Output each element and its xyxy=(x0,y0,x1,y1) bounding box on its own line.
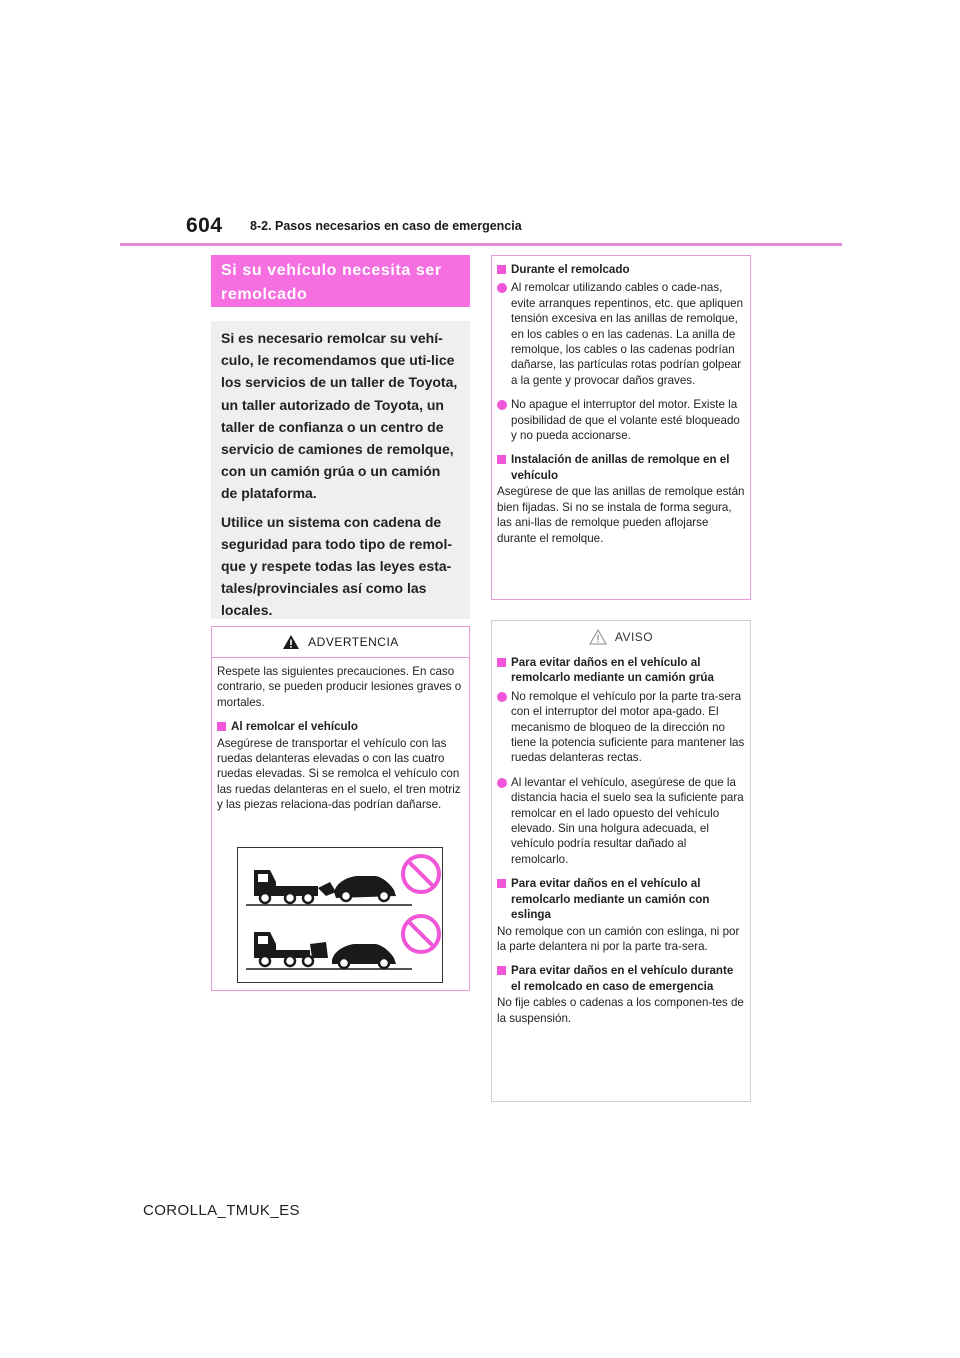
warning-lead: Respete las siguientes precauciones. En caso contrario, se pueden producir lesiones graves o mortales. xyxy=(217,665,462,709)
circle-bullet-icon xyxy=(497,400,507,410)
square-bullet-icon xyxy=(497,658,506,667)
warning-continued-panel xyxy=(491,255,751,600)
warning-heading: Durante el remolcado xyxy=(497,262,745,277)
warning-icon xyxy=(282,634,300,650)
square-bullet-icon xyxy=(497,879,506,888)
notice-text: No fije cables o cadenas a los componen-tes de la suspensión. xyxy=(497,996,744,1025)
square-bullet-icon xyxy=(497,265,506,274)
header-divider xyxy=(120,243,842,246)
notice-icon xyxy=(589,629,607,645)
warning-header xyxy=(212,627,469,658)
bullet-item: No apague el interruptor del motor. Existe la posibilidad de que el volante esté bloqueado y no pueda accionarse. xyxy=(497,397,745,443)
square-bullet-icon xyxy=(497,966,506,975)
warning-text: Asegúrese de transportar el vehículo con las ruedas delanteras elevadas o con las cuatro ruedas elevadas. Si se remolca el vehículo con las ruedas delanteras en el suelo, el tren motriz y las piezas relaciona-das podrían dañarse. xyxy=(217,736,461,812)
towing-illustration xyxy=(237,847,443,983)
bullet-item: Al remolcar utilizando cables o cade-nas, evite arranques repentinos, etc. que apliquen tensión excesiva en las anillas de remolque, en los cables o en las cadenas. La anilla de remolque, los cables o las cadenas podrían dañarse, las partículas rotas podrían golpear a la gente y provocar daños graves. xyxy=(497,280,745,388)
square-bullet-icon xyxy=(217,722,226,731)
intro-box xyxy=(211,321,470,619)
circle-bullet-icon xyxy=(497,283,507,293)
notice-header xyxy=(492,621,750,653)
circle-bullet-icon xyxy=(497,692,507,702)
tow-truck-prohibited-icon xyxy=(238,848,442,982)
notice-heading: Para evitar daños en el vehículo durante el remolcado en caso de emergencia xyxy=(497,963,745,994)
intro-paragraph: Si es necesario remolcar su vehí-culo, le recomendamos que uti-lice los servicios de un taller de Toyota, un taller autorizado de Toyota, un taller de confianza o un centro de servicio de camiones de remolque, con un camión grúa o un camión de plataforma. xyxy=(221,330,458,502)
section-title: 8-2. Pasos necesarios en caso de emergencia xyxy=(250,219,522,233)
warning-heading: Al remolcar el vehículo xyxy=(217,719,464,734)
notice-heading: Para evitar daños en el vehículo al remolcarlo mediante un camión con eslinga xyxy=(497,876,745,922)
bullet-item: Al levantar el vehículo, asegúrese de que la distancia hacia el suelo sea la suficiente para remolcar en el lado opuesto del vehículo elevado. Sin una holgura adecuada, el vehículo podría resultar dañado al remolcarlo. xyxy=(497,775,745,867)
square-bullet-icon xyxy=(497,455,506,464)
footer-code: COROLLA_TMUK_ES xyxy=(143,1202,300,1219)
page-number: 604 xyxy=(186,214,223,237)
notice-text: No remolque con un camión con eslinga, ni por la parte delantera ni por la parte tra-sera. xyxy=(497,924,740,953)
warning-label: ADVERTENCIA xyxy=(308,635,399,649)
circle-bullet-icon xyxy=(497,778,507,788)
intro-paragraph: Utilice un sistema con cadena de seguridad para todo tipo de remol-que y respete todas las leyes esta-tales/provinciales así como las locales. xyxy=(221,513,453,619)
warning-heading: Instalación de anillas de remolque en el vehículo xyxy=(497,452,745,483)
notice-panel xyxy=(491,620,751,1102)
intro-title: Si su vehículo necesita ser remolcado xyxy=(211,255,470,307)
bullet-item: No remolque el vehículo por la parte tra-sera con el interruptor del motor apa-gado. El mecanismo de bloqueo de la dirección no tiene la potencia suficiente para mantener las ruedas delanteras rectas. xyxy=(497,689,745,766)
notice-heading: Para evitar daños en el vehículo al remolcarlo mediante un camión grúa xyxy=(497,655,745,686)
notice-label: AVISO xyxy=(614,630,654,644)
warning-text: Asegúrese de que las anillas de remolque están bien fijadas. Si no se instala de forma segura, las ani-llas de remolque pueden aflojarse durante el remolque. xyxy=(497,485,745,545)
